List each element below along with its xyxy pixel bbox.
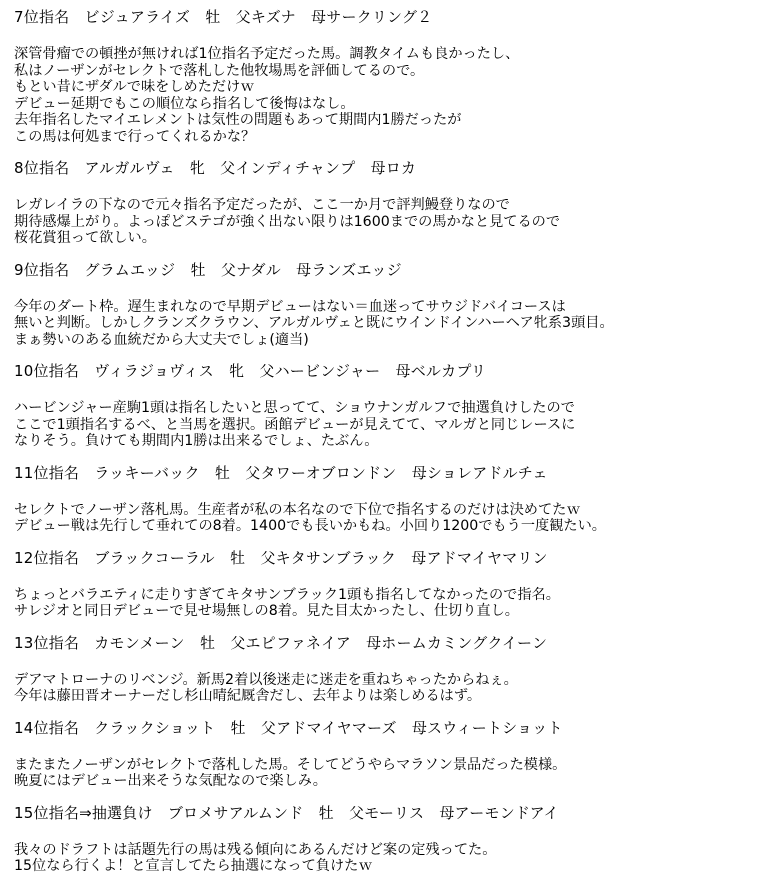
body-line: ちょっとバラエティに走りすぎてキタサンブラック1頭も指名してなかったので指名。: [14, 586, 560, 603]
body-line: 桜花賞狙って欲しい。: [14, 230, 156, 246]
body-line: ここで1頭指名するべ、と当馬を選択。函館デビューが見えてて、マルガと同じレースに: [14, 416, 576, 433]
pick-entry-14: [14, 719, 758, 790]
blog-post-body: [14, 8, 758, 889]
pick-heading: 14位指名 クラックショット 牡 父アドマイヤマーズ 母スウィートショット: [14, 718, 563, 737]
pick-entry-10: [14, 362, 758, 450]
body-line: またまたノーザンがセレクトで落札した馬。そしてどうやらマラソン景品だった模様。: [14, 756, 567, 773]
pick-heading: 9位指名 グラムエッジ 牡 父ナダル 母ランズエッジ: [14, 260, 402, 279]
body-line: 今年のダート枠。遅生まれなので早期デビューはない＝血迷ってサウジドバイコースは: [14, 298, 566, 315]
pick-heading: 8位指名 アルガルヴェ 牝 父インディチャンプ 母ロカ: [14, 159, 417, 177]
body-line: 期待感爆上がり。よっぽどステゴが強く出ない限りは1600までの馬かなと見てるので: [14, 213, 561, 230]
body-line: 無いと判断。しかしクランズクラウン、アルガルヴェと既にウインドインハーヘア牝系3頭目。: [14, 315, 614, 331]
body-line: 深管骨瘤での頓挫が無ければ1位指名予定だった馬。調教タイムも良かったし、: [14, 46, 520, 62]
body-line: 今年は藤田晋オーナーだし杉山晴紀厩舎だし、去年よりは楽しめるはず。: [14, 688, 482, 704]
body-line: なりそう。負けても期間内1勝は出来るでしょ、たぶん。: [14, 433, 379, 449]
body-line: まぁ勢いのある血統だから大丈夫でしょ(適当): [14, 331, 309, 348]
body-line: レガレイラの下なので元々指名予定だったが、ここ一か月で評判鰻登りなので: [14, 197, 510, 213]
pick-entry-13: [14, 634, 758, 705]
pick-entry-9: [14, 261, 758, 349]
pick-entry-7: [14, 8, 758, 145]
pick-entry-15: [14, 804, 758, 875]
pick-heading: 11位指名 ラッキーバック 牡 父タワーオブロンドン 母ショレアドルチェ: [14, 463, 548, 482]
body-line: 15位なら行くよ！と宣言してたら抽選になって負けたｗ: [14, 858, 373, 874]
pick-entry-11: [14, 464, 758, 535]
body-line: ハービンジャー産駒1頭は指名したいと思ってて、ショウナンガルフで抽選負けしたので: [14, 400, 575, 416]
body-line: 私はノーザンがセレクトで落札した他牧場馬を評価してるので。: [14, 62, 425, 79]
body-line: デビュー延期でもこの順位なら指名して後悔はなし。: [14, 95, 355, 112]
body-line: デアマトローナのリベンジ。新馬2着以後迷走に迷走を重ねちゃったからねぇ。: [14, 671, 518, 688]
pick-heading: 10位指名 ヴィラジョヴィス 牝 父ハービンジャー 母ベルカプリ: [14, 362, 487, 380]
body-line: デビュー戦は先行して垂れての8着。1400でも長いかもね。小回り1200でもう一度観たい。: [14, 518, 606, 534]
body-line: 晩夏にはデビュー出来そうな気配なので楽しみ。: [14, 773, 327, 789]
body-line: 我々のドラフトは話題先行の馬は残る傾向にあるんだけど案の定残ってた。: [14, 841, 497, 858]
pick-heading: 7位指名 ビジュアライズ 牡 父キズナ 母サークリング２: [14, 8, 433, 26]
body-line: サレジオと同日デビューで見せ場無しの8着。見た目太かったし、仕切り直し。: [14, 603, 519, 619]
body-line: この馬は何処まで行ってくれるかな？: [14, 128, 256, 145]
body-line: もとい昔にザダルで味をしめただけｗ: [14, 79, 255, 95]
pick-entry-12: [14, 549, 758, 620]
pick-entry-8: [14, 159, 758, 247]
pick-heading: 13位指名 カモンメーン 牡 父エピファネイア 母ホームカミングクイーン: [14, 633, 548, 652]
body-line: 去年指名したマイエレメントは気性の問題もあって期間内1勝だったが: [14, 112, 462, 128]
body-line: セレクトでノーザン落札馬。生産者が私の本名なので下位で指名するのだけは決めてたｗ: [14, 501, 581, 518]
pick-heading: 15位指名⇒抽選負け ブロメサアルムンド 牡 父モーリス 母アーモンドアイ: [14, 803, 559, 822]
pick-heading: 12位指名 ブラックコーラル 牡 父キタサンブラック 母アドマイヤマリン: [14, 548, 548, 567]
